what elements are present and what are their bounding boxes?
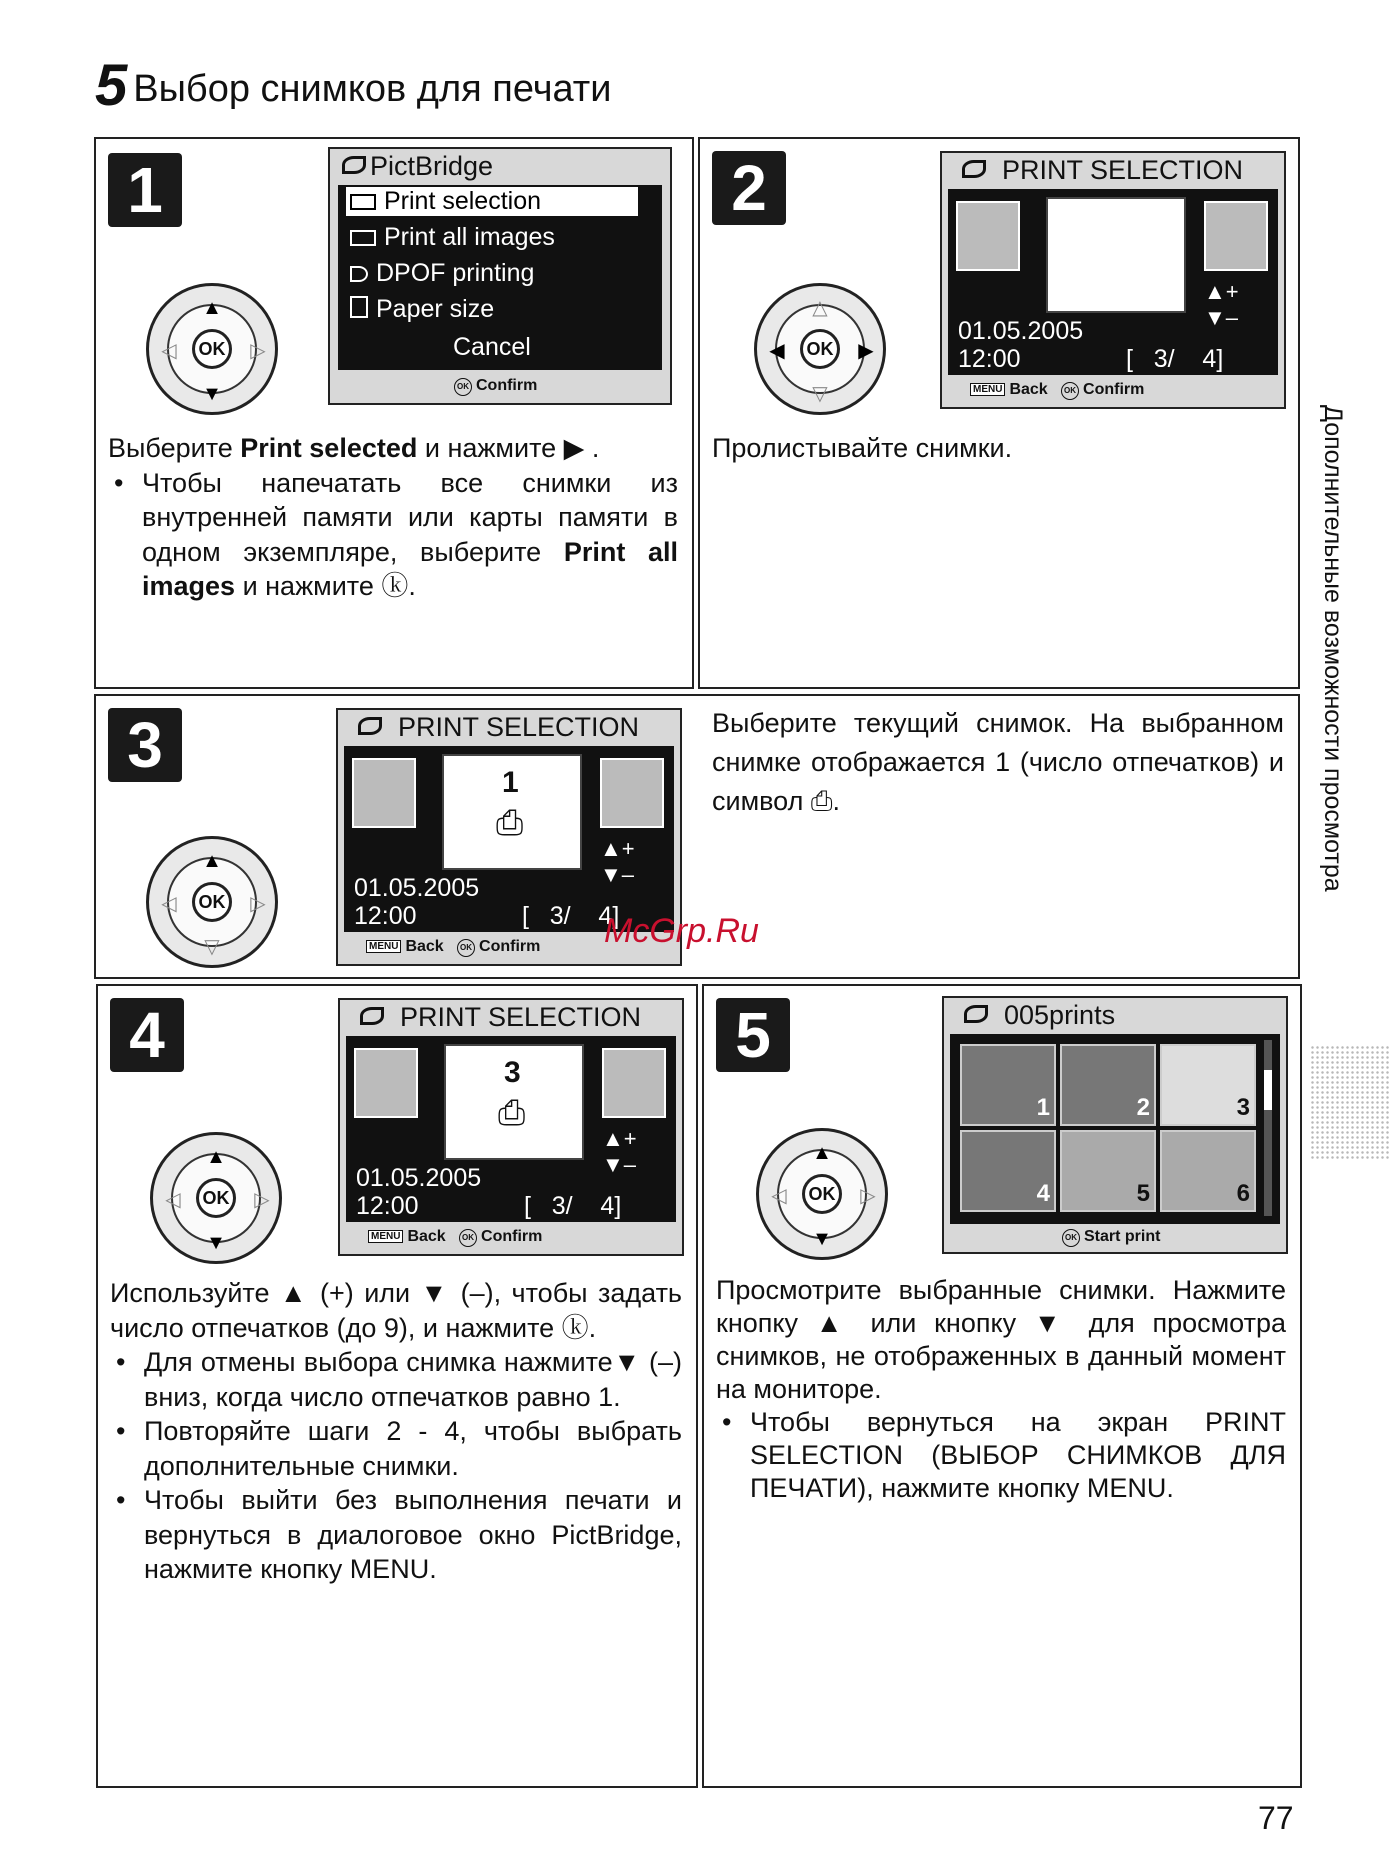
down-arrow-icon: ▼ bbox=[206, 1232, 226, 1254]
ok-button-icon: OK bbox=[192, 329, 232, 369]
step-5-bullet: • Чтобы вернуться на экран PRINT SELECTION (ВЫБОР СНИМКОВ ДЛЯ ПЕЧАТИ), нажмите кнопку MENU. bbox=[716, 1406, 1286, 1505]
thumbnail-next bbox=[600, 758, 664, 828]
step-1-badge: 1 bbox=[108, 153, 182, 227]
step-4-bullet: • Повторяйте шаги 2 - 4, чтобы выбрать дополнительные снимки. bbox=[110, 1414, 682, 1483]
down-arrow-icon: ▽ bbox=[812, 383, 828, 405]
screen-counter: [ 3/ 4] bbox=[524, 1192, 622, 1220]
print-count-overlay: 3 bbox=[504, 1056, 521, 1089]
grid-thumbnail[interactable]: 1 bbox=[960, 1044, 1056, 1126]
side-tab-marker bbox=[1310, 1045, 1390, 1160]
print-selection-screen bbox=[940, 151, 1286, 409]
ok-icon: OK bbox=[1061, 382, 1079, 400]
up-arrow-icon: ▲ bbox=[206, 1146, 226, 1168]
grid-thumbnail[interactable]: 4 bbox=[960, 1130, 1056, 1212]
screen-footer: MENU Back OK Confirm bbox=[366, 938, 540, 957]
preview-panel bbox=[948, 189, 1278, 375]
step-4-box bbox=[96, 984, 698, 1788]
thumbnail-current bbox=[1046, 197, 1186, 313]
screen-title: PRINT SELECTION bbox=[398, 712, 640, 742]
step-5-instruction: Просмотрите выбранные снимки. Нажмите кнопку ▲ или кнопку ▼ для просмотра снимков, не отображенных в данный момент на мониторе. bbox=[716, 1275, 1286, 1404]
screen-counter: [ 3/ 4] bbox=[1126, 345, 1224, 373]
section-number: 5 bbox=[95, 53, 128, 118]
thumbnail-previous bbox=[354, 1048, 418, 1118]
preview-panel bbox=[344, 746, 674, 932]
watermark: McGrp.Ru bbox=[604, 912, 759, 950]
menu-item-cancel[interactable]: Cancel bbox=[453, 333, 531, 361]
dpof-icon bbox=[350, 266, 368, 282]
down-arrow-icon: ▽ bbox=[204, 936, 220, 958]
left-arrow-icon: ◁ bbox=[771, 1185, 787, 1207]
preview-panel bbox=[346, 1036, 676, 1222]
step-5-box bbox=[702, 984, 1302, 1788]
step-1-text: Выберите Print selected и нажмите ▶ . • Чтобы напечатать все снимки из внутренней памяти или карты памяти в одном экземпляре, выберите Print all images и нажмите ⓚ. bbox=[108, 431, 678, 604]
plus-minus-icon: ▲+ ▼– bbox=[1204, 279, 1239, 330]
thumbnail-grid bbox=[950, 1034, 1280, 1224]
screen-title: PictBridge bbox=[370, 151, 494, 181]
pictbridge-icon bbox=[964, 1005, 988, 1023]
step-5-text bbox=[716, 1274, 1286, 1505]
plus-minus-icon: ▲+ ▼– bbox=[602, 1126, 637, 1177]
left-arrow-icon: ◁ bbox=[161, 340, 177, 362]
right-arrow-icon: ▷ bbox=[254, 1189, 270, 1211]
print-icon: ⎙ bbox=[498, 1094, 526, 1132]
print-count-overlay: 1 bbox=[502, 766, 519, 799]
grid-icon bbox=[350, 194, 376, 210]
ok-icon: OK bbox=[1062, 1229, 1080, 1247]
dpad-control bbox=[146, 836, 278, 968]
right-arrow-icon: ▷ bbox=[250, 340, 266, 362]
grid-thumbnail[interactable]: 5 bbox=[1060, 1130, 1156, 1212]
thumbnail-previous bbox=[352, 758, 416, 828]
screen-time: 12:00 bbox=[354, 902, 417, 930]
screen-title: PRINT SELECTION bbox=[400, 1002, 642, 1032]
screen-footer: OK Confirm bbox=[454, 377, 537, 396]
menu-item-paper-size[interactable]: Paper size bbox=[350, 295, 494, 324]
dpad-control bbox=[150, 1132, 282, 1264]
up-arrow-icon: ▲ bbox=[812, 1142, 832, 1164]
up-arrow-icon: ▲ bbox=[202, 850, 222, 872]
menu-item-dpof-printing[interactable]: DPOF printing bbox=[350, 259, 534, 288]
left-arrow-icon: ◁ bbox=[161, 893, 177, 915]
screen-time: 12:00 bbox=[356, 1192, 419, 1220]
thumbnail-current bbox=[444, 1044, 584, 1160]
screen-title: PRINT SELECTION bbox=[1002, 155, 1244, 185]
ok-icon: OK bbox=[459, 1229, 477, 1247]
screen-date: 01.05.2005 bbox=[354, 874, 480, 902]
left-arrow-icon: ◀ bbox=[769, 340, 785, 362]
pictbridge-icon bbox=[342, 156, 366, 174]
dpad-control bbox=[146, 283, 278, 415]
pictbridge-screen bbox=[328, 147, 672, 405]
ok-button-icon: OK bbox=[192, 882, 232, 922]
ok-icon: OK bbox=[454, 378, 472, 396]
step-2-text: Пролистывайте снимки. bbox=[712, 433, 1013, 463]
dpad-control bbox=[756, 1128, 888, 1260]
screen-footer: MENU Back OK Confirm bbox=[368, 1228, 542, 1247]
step-2-box bbox=[698, 137, 1300, 689]
step-4-text bbox=[110, 1276, 682, 1587]
grid-icon bbox=[350, 230, 376, 246]
thumbnail-next bbox=[602, 1048, 666, 1118]
print-icon: ⎙ bbox=[496, 804, 524, 842]
ok-button-icon: OK bbox=[802, 1174, 842, 1214]
pictbridge-icon bbox=[358, 717, 382, 735]
screen-title: 005prints bbox=[1004, 1000, 1116, 1030]
menu-key-icon: MENU bbox=[366, 940, 401, 953]
ok-button-icon: OK bbox=[800, 329, 840, 369]
grid-thumbnail[interactable]: 3 bbox=[1160, 1044, 1256, 1126]
pictbridge-icon bbox=[962, 160, 986, 178]
right-arrow-icon: ▷ bbox=[860, 1185, 876, 1207]
prints-list-screen bbox=[942, 996, 1288, 1254]
step-1-box bbox=[94, 137, 694, 689]
grid-thumbnail[interactable]: 6 bbox=[1160, 1130, 1256, 1212]
screen-date: 01.05.2005 bbox=[356, 1164, 482, 1192]
side-tab-label: Дополнительные возможности просмотра bbox=[1319, 405, 1347, 892]
grid-thumbnail[interactable]: 2 bbox=[1060, 1044, 1156, 1126]
plus-minus-icon: ▲+ ▼– bbox=[600, 836, 635, 887]
scrollbar[interactable] bbox=[1264, 1040, 1272, 1216]
dpad-control bbox=[754, 283, 886, 415]
step-4-badge: 4 bbox=[110, 998, 184, 1072]
menu-item-print-selection[interactable]: Print selection bbox=[346, 187, 638, 216]
menu-panel bbox=[338, 185, 662, 370]
screen-footer: MENU Back OK Confirm bbox=[970, 381, 1144, 400]
step-4-bullet: • Для отмены выбора снимка нажмите▼ (–) вниз, когда число отпечатков равно 1. bbox=[110, 1345, 682, 1414]
step-4-bullet: • Чтобы выйти без выполнения печати и вернуться в диалоговое окно PictBridge, нажмите кнопку MENU. bbox=[110, 1483, 682, 1587]
screen-footer: OK Start print bbox=[1062, 1228, 1160, 1247]
step-1-bullet: • Чтобы напечатать все снимки из внутренней памяти или карты памяти в одном экземпляре, выберите Print all images и нажмите ⓚ. bbox=[108, 466, 678, 604]
step-3-text: Выберите текущий снимок. На выбранном снимке отображается 1 (число отпечатков) и символ ⎙. bbox=[712, 708, 1284, 816]
ok-button-icon: OK bbox=[196, 1178, 236, 1218]
thumbnail-previous bbox=[956, 201, 1020, 271]
paper-icon bbox=[350, 296, 368, 318]
left-arrow-icon: ◁ bbox=[165, 1189, 181, 1211]
step-5-badge: 5 bbox=[716, 998, 790, 1072]
page-title bbox=[95, 52, 611, 119]
down-arrow-icon: ▼ bbox=[812, 1228, 832, 1250]
step-2-badge: 2 bbox=[712, 151, 786, 225]
section-title: Выбор снимков для печати bbox=[133, 68, 612, 110]
print-selection-screen bbox=[338, 998, 684, 1256]
thumbnail-current bbox=[442, 754, 582, 870]
up-arrow-icon: △ bbox=[812, 297, 828, 319]
menu-item-print-all-images[interactable]: Print all images bbox=[350, 223, 555, 252]
step-4-instruction: Используйте ▲ (+) или ▼ (–), чтобы задать число отпечатков (до 9), и нажмите ⓚ. bbox=[110, 1278, 682, 1343]
menu-key-icon: MENU bbox=[368, 1230, 403, 1243]
screen-counter: [ 3/ 4] bbox=[522, 902, 620, 930]
right-arrow-icon: ▷ bbox=[250, 893, 266, 915]
up-arrow-icon: ▲ bbox=[202, 297, 222, 319]
step-3-badge: 3 bbox=[108, 708, 182, 782]
screen-date: 01.05.2005 bbox=[958, 317, 1084, 345]
screen-time: 12:00 bbox=[958, 345, 1021, 373]
down-arrow-icon: ▼ bbox=[202, 383, 222, 405]
menu-key-icon: MENU bbox=[970, 383, 1005, 396]
ok-icon: OK bbox=[457, 939, 475, 957]
thumbnail-next bbox=[1204, 201, 1268, 271]
page-number: 77 bbox=[1258, 1800, 1294, 1836]
pictbridge-icon bbox=[360, 1007, 384, 1025]
right-arrow-icon: ▶ bbox=[858, 340, 874, 362]
